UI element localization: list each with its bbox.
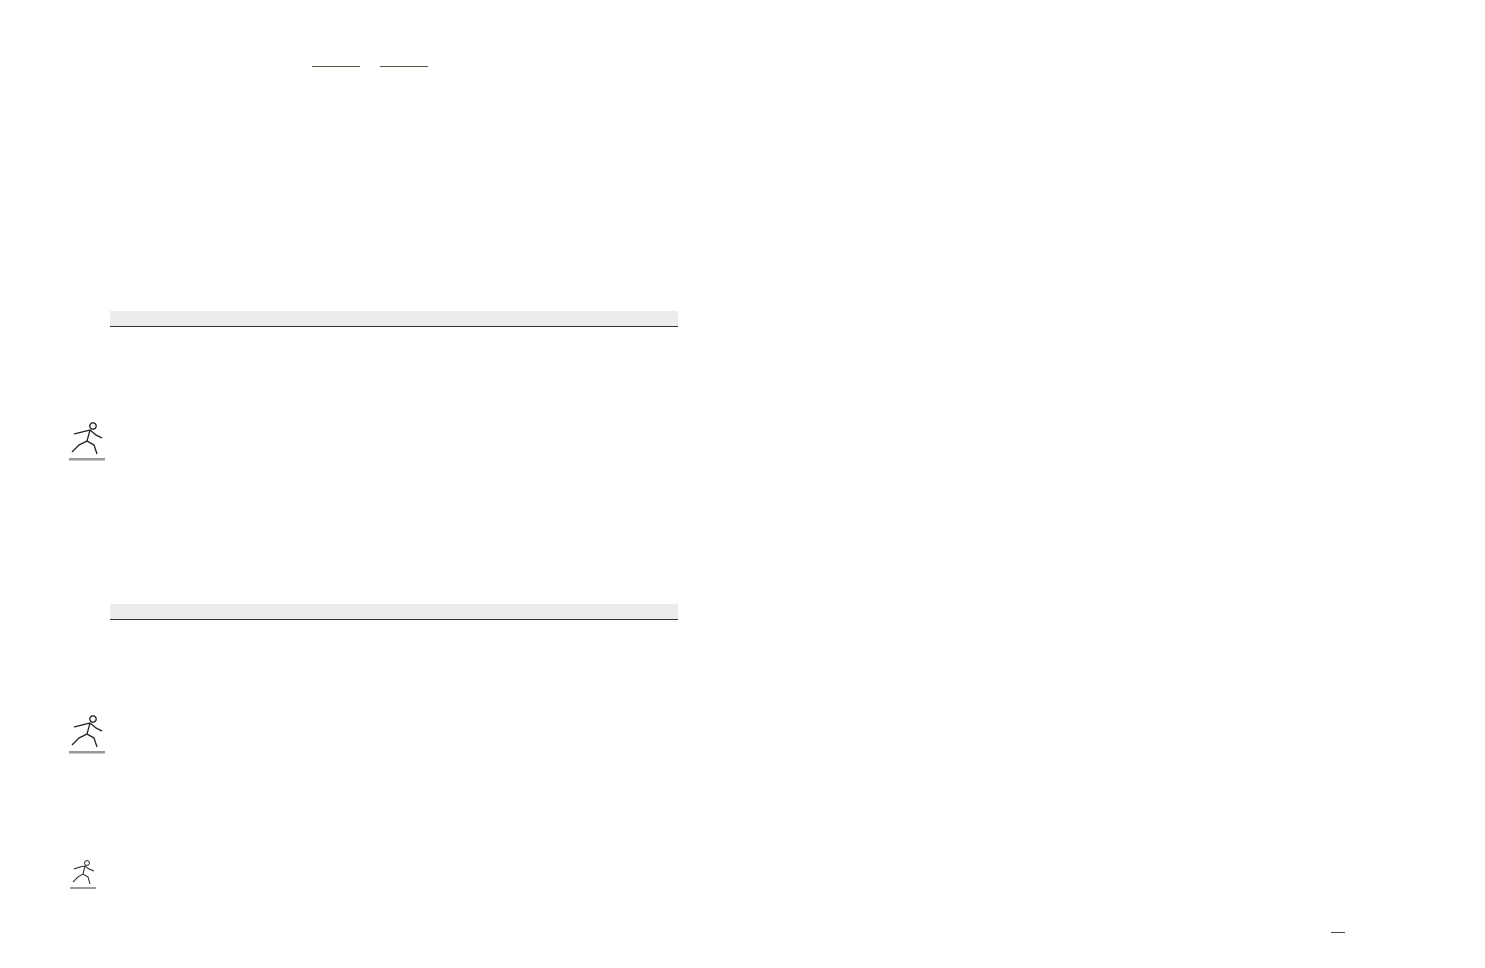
header-standard	[270, 604, 485, 620]
header-international-standards	[485, 311, 678, 327]
skid-resistance-label-2	[68, 714, 112, 754]
page-separator	[1331, 932, 1345, 933]
header-technical-data	[110, 604, 270, 620]
table-header-row	[110, 604, 678, 620]
slip-person-icon	[68, 421, 106, 461]
skid-resistance-label-1	[68, 421, 112, 461]
header-standard	[270, 311, 485, 327]
slip-person-icon	[70, 858, 96, 890]
header-international-standards	[485, 604, 678, 620]
technical-table-1	[110, 311, 678, 327]
header-technical-data	[110, 311, 270, 327]
page-header	[60, 62, 680, 67]
slip-person-icon	[68, 714, 106, 754]
technical-table-2	[110, 604, 678, 620]
side-label	[1452, 64, 1462, 344]
main-title-row	[60, 66, 680, 67]
page-numbers	[1326, 926, 1350, 933]
table-header-row	[110, 311, 678, 327]
title-rule-left	[312, 66, 360, 67]
title-rule-right	[380, 66, 428, 67]
